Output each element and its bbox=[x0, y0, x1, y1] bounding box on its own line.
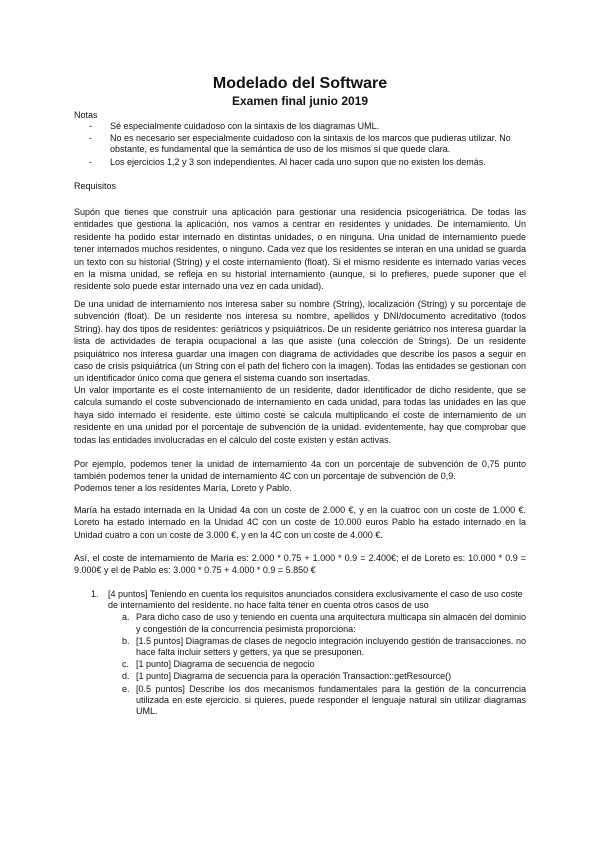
exercise-item bbox=[74, 589, 526, 717]
requisitos-heading: Requisitos bbox=[74, 181, 117, 191]
subitem-letter: d. bbox=[122, 671, 130, 682]
subitem-letter: c. bbox=[122, 659, 130, 670]
notes-heading: Notas bbox=[74, 110, 98, 120]
subitem-letter: e. bbox=[122, 683, 130, 694]
document-title: Modelado del Software bbox=[212, 75, 388, 92]
subitem-text: [0.5 puntos] Describe los dos mecanismos fundamentales para la gestión de la concurrencia utilizada en este ejercicio. si quieres, puede responder el lenguaje natural sin utilizar diagramas UML. bbox=[136, 683, 526, 717]
subitem-text: [1 punto] Diagrama de secuencia de negocio bbox=[136, 659, 315, 670]
requisitos-paragraph-5: María ha estado internada en la Unidad 4a con un coste de 2.000 €, y en la cuatroc con un coste de 1.000 €. Loreto ha estado internado en la Unidad 4C con un coste de 10.000 euros Pablo ha estado internado en la Unidad cuatro a con un coste de 3.000 €, y en la 4C con un coste de 4.000 €. bbox=[74, 505, 526, 540]
subitem-letter: b. bbox=[122, 635, 130, 646]
note-item: - Sé especialmente cuidadoso con la sintaxis de los diagramas UML. bbox=[86, 121, 526, 132]
requisitos-paragraph-6: Así, el coste de internamiento de María es: 2.000 * 0.75 + 1.000 * 0.9 = 2.400€; el de Loreto es: 10.000 * 0.9 = 9.000€ y el de Pablo es: 3.000 * 0.75 + 4.000 * 0.9 = 5.850 € bbox=[74, 553, 526, 576]
exercise-subitems bbox=[108, 612, 526, 717]
note-item: - Los ejercicios 1,2 y 3 son independientes. Al hacer cada uno supon que no existen los demás. bbox=[86, 157, 526, 168]
subitem-b bbox=[108, 636, 526, 658]
subitem-e bbox=[108, 684, 526, 718]
subitem-a bbox=[108, 612, 526, 634]
requisitos-paragraph-3: Un valor importante es el coste internamiento de un residente, dador identificador de dicho residente, que se calcula sumando el coste subvencionado de internamiento en cada unidad, para todas las unidades en las que haya sido internado el residente. este último coste se calcula multiplicando el coste de internamiento de un residente en una unidad por el porcentaje de subvención de la unidad. evidentemente, hay que comprobar que todas las entidades involucradas en el cálculo del coste existen y están activas. bbox=[74, 385, 526, 445]
subitem-text: Para dicho caso de uso y teniendo en cuenta una arquitectura multicapa sin almacén del dominio y congestión de la concurrencia pesimista proporciona: bbox=[136, 612, 526, 634]
subitem-c bbox=[108, 659, 526, 670]
subitem-d bbox=[108, 671, 526, 682]
subitem-text: [1 punto] Diagrama de secuencia para la operación Transaction::getResource() bbox=[136, 671, 452, 682]
document-subtitle: Examen final junio 2019 bbox=[231, 94, 369, 108]
requisitos-paragraph-4b: Podemos tener a los residentes María, Loreto y Pablo. bbox=[74, 483, 292, 493]
exercise-list bbox=[74, 589, 526, 718]
requisitos-paragraph-2: De una unidad de internamiento nos interesa saber su nombre (String), localización (String) y su porcentaje de subvención (float). De un residente nos interesa su nombre, apellidos y DNI/documento acreditativo (todos String). hay dos tipos de residentes: geriátricos y psiquiátricos. De un residente geriátrico nos interesa guardar la lista de actividades de terapia ocupacional a las que asiste (una colección de Strings). De un residente psiquiátrico nos interesa guardar una imagen con diagrama de actividades que describe los pasos a seguir en caso de crisis psiquiátrica (un String con el path del fichero con la imagen). Todas las entidades se gestionan con un identificador único coma que genera el sistema cuando son insertadas. bbox=[74, 299, 526, 384]
requisitos-paragraph-4: Por ejemplo, podemos tener la unidad de internamiento 4a con un porcentaje de subvención de 0,75 punto también podemos tener la unidad de internamiento 4C con un porcentaje de subvención de 0,9. bbox=[74, 459, 526, 482]
subitem-text: [1.5 puntos] Diagramas de clases de negocio integración incluyendo gestión de transacciones. no hace falta incluir setters y getters, ya que se presuponen. bbox=[136, 635, 526, 658]
requisitos-paragraph-1: Supón que tienes que construir una aplicación para gestionar una residencia psicogeriátrica. De todas las entidades que gestiona la aplicación, nos vamos a centrar en residentes y unidades. De internamiento. Un residente ha podido estar internado en distintas unidades, o en ninguna. Una unidad de internamiento puede tener internados muchos residentes, o ninguno. Cada vez que los residentes se interan en una unidad se guarda un texto con su historial (String) y el coste internamiento (float). Si el mismo residente es internado varias veces en la misma unidad, se refleja en su historial internamiento (aunque, si lo prefieres, puede suponer que el residente solo puede estar internado una vez en cada unidad). bbox=[74, 207, 526, 292]
exercise-number: 1. bbox=[91, 589, 99, 599]
notes-list bbox=[86, 121, 526, 169]
exercise-text: [4 puntos] Teniendo en cuenta los requisitos anunciados considera exclusivamente el caso de uso coste de internamiento del residente. no hace falta tener en cuenta otros casos de uso bbox=[108, 589, 523, 611]
note-item: - No es necesario ser especialmente cuidadoso con la sintaxis de los marcos que pudieras utilizar. No obstante, es fundamental que la semántica de uso de los mismos sí que quede clara. bbox=[86, 133, 526, 155]
subitem-letter: a. bbox=[122, 612, 130, 623]
